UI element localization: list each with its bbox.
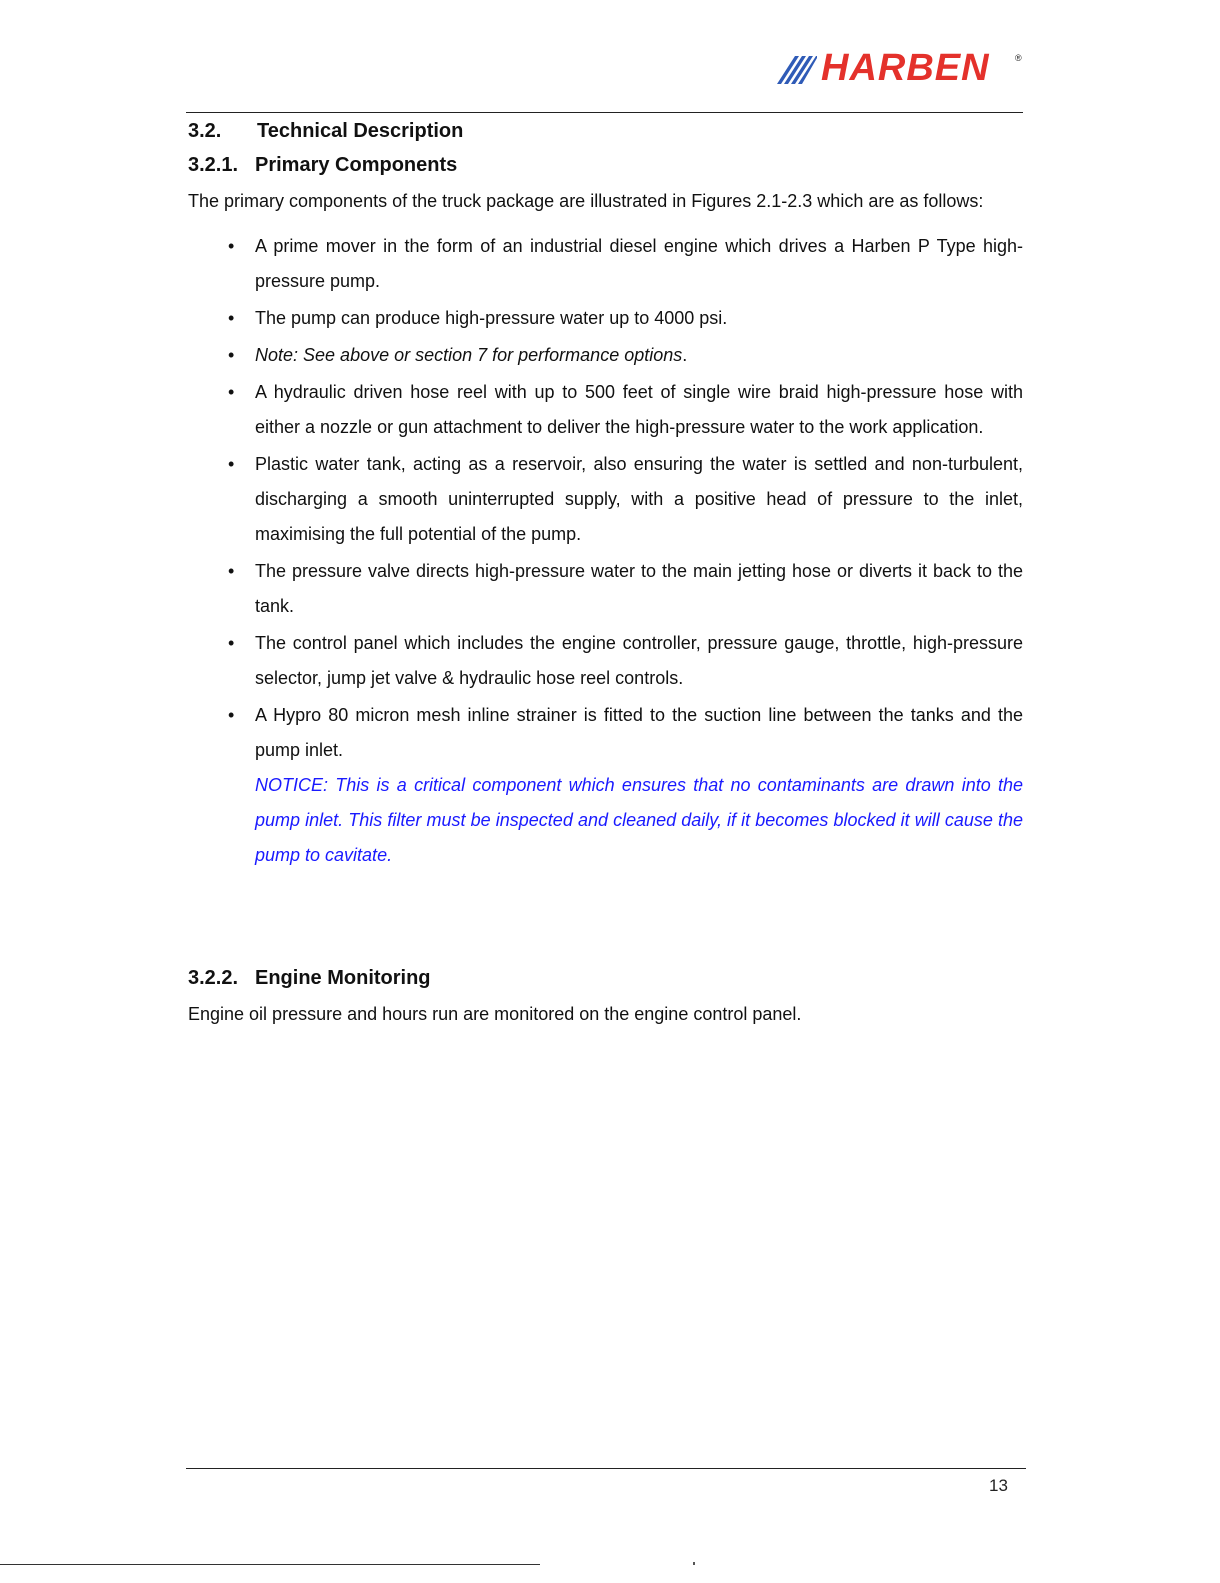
bullet-icon: • xyxy=(228,705,235,725)
list-item xyxy=(188,229,1023,299)
subsection-title: Engine Monitoring xyxy=(255,967,431,989)
page-content xyxy=(188,116,1023,1032)
subsection-title: Primary Components xyxy=(255,154,458,176)
bullet-icon: • xyxy=(228,454,235,474)
section-heading xyxy=(188,116,1023,146)
note-text: Note: See above or section 7 for performance options xyxy=(255,345,683,365)
bullet-icon: • xyxy=(228,633,235,653)
bullet-icon: • xyxy=(228,382,235,402)
bullet-icon: • xyxy=(228,345,235,365)
header-rule xyxy=(186,112,1023,113)
list-item xyxy=(188,301,1023,336)
note-period: . xyxy=(682,345,688,365)
page-number: 13 xyxy=(989,1476,1008,1495)
list-item-text: The pump can produce high-pressure water up to 4000 psi. xyxy=(255,308,728,328)
list-item-text: Plastic water tank, acting as a reservoir, also ensuring the water is settled and non-turbulent, discharging a smooth uninterrupted supply, with a positive head of pressure to the inlet, maximising the full potential of the pump. xyxy=(255,454,1023,544)
list-item xyxy=(188,338,1023,373)
list-item xyxy=(188,554,1023,624)
section-title: Technical Description xyxy=(257,120,464,142)
bullet-icon: • xyxy=(228,236,235,256)
registered-mark: ® xyxy=(1015,53,1022,63)
components-list xyxy=(188,229,1023,873)
intro-paragraph: The primary components of the truck package are illustrated in Figures 2.1-2.3 which are as follows: xyxy=(188,191,984,211)
page-edge-line xyxy=(0,1564,540,1565)
list-item xyxy=(188,447,1023,552)
subsection-number: 3.2.2. xyxy=(188,967,239,989)
subsection-heading-primary-components xyxy=(188,146,1023,184)
footer-rule xyxy=(186,1468,1026,1469)
list-item xyxy=(188,698,1023,873)
page-edge-mark xyxy=(693,1562,695,1565)
subsection-heading-engine-monitoring xyxy=(188,959,1023,997)
harben-stripes-icon xyxy=(775,54,817,84)
list-item-text: The control panel which includes the engine controller, pressure gauge, throttle, high-pressure selector, jump jet valve & hydraulic hose reel controls. xyxy=(255,633,1023,688)
notice-text: NOTICE: This is a critical component which ensures that no contaminants are drawn into the pump inlet. This filter must be inspected and cleaned daily, if it becomes blocked it will cause the pump to cavitate. xyxy=(255,775,1023,865)
brand-name: HARBEN xyxy=(821,47,990,89)
bullet-icon: • xyxy=(228,308,235,328)
list-item xyxy=(188,626,1023,696)
list-item-text: The pressure valve directs high-pressure water to the main jetting hose or diverts it back to the tank. xyxy=(255,561,1023,616)
list-item-text: A hydraulic driven hose reel with up to 500 feet of single wire braid high-pressure hose with either a nozzle or gun attachment to deliver the high-pressure water to the work application. xyxy=(255,382,1023,437)
list-item-text: A Hypro 80 micron mesh inline strainer is fitted to the suction line between the tanks and the pump inlet. xyxy=(255,705,1023,760)
list-item-text: A prime mover in the form of an industrial diesel engine which drives a Harben P Type high-pressure pump. xyxy=(255,236,1023,291)
bullet-icon: • xyxy=(228,561,235,581)
harben-logo xyxy=(775,47,1025,89)
subsection-number: 3.2.1. xyxy=(188,154,239,176)
spacer xyxy=(188,875,1023,959)
list-item xyxy=(188,375,1023,445)
engine-monitoring-paragraph: Engine oil pressure and hours run are monitored on the engine control panel. xyxy=(188,1004,802,1024)
section-number: 3.2. xyxy=(188,120,222,142)
